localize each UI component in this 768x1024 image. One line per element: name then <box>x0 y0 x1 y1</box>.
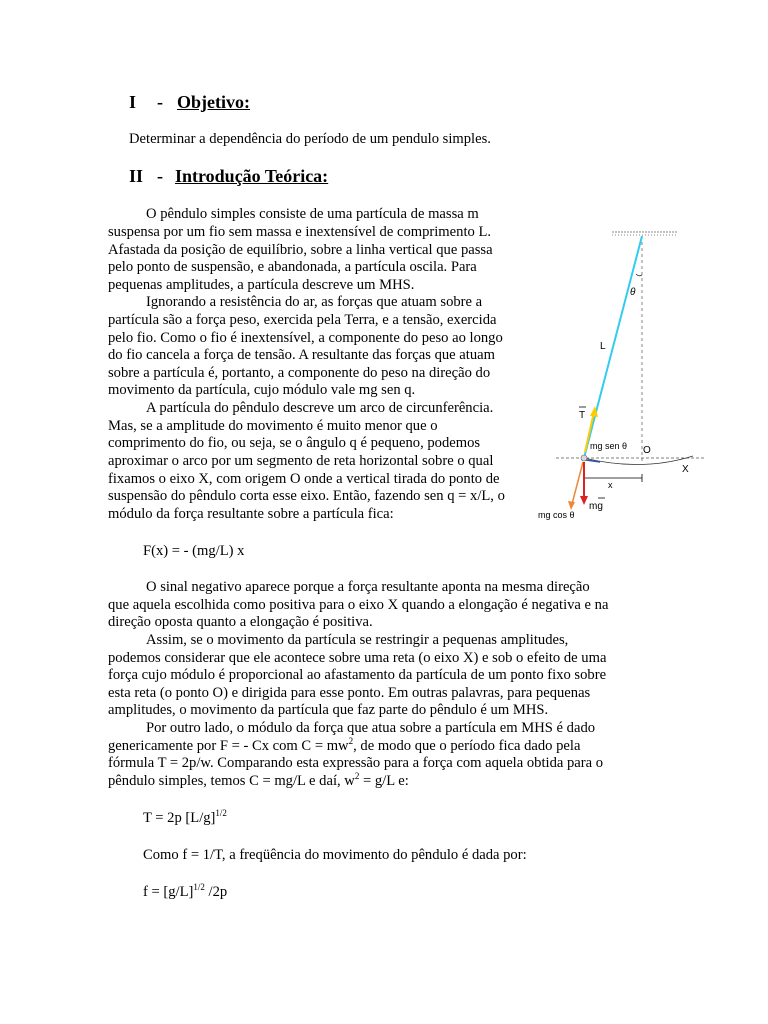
section-number: I <box>129 92 137 112</box>
formula-force: F(x) = - (mg/L) x <box>143 543 245 559</box>
length-label: L <box>600 341 606 352</box>
paragraph-line: Mas, se a amplitude do movimento é muito menor que o <box>108 418 438 434</box>
paragraph-line: aproximar o arco por um segmento de reta horizontal sobre o qual <box>108 453 494 469</box>
mg-cos-label: mg cos θ <box>538 510 575 520</box>
superscript: 2 <box>348 736 354 746</box>
pendulum-diagram <box>528 222 712 524</box>
section-heading-objetivo <box>129 92 250 113</box>
paragraph-line: A partícula do pêndulo descreve um arco de circunferência. <box>146 400 494 416</box>
formula-base: f = [g/L] <box>143 884 194 900</box>
paragraph-line: fixamos o eixo X, com origem O onde a vertical tirada do ponto de <box>108 471 500 487</box>
paragraph-line: pequenas amplitudes, a partícula descreve um MHS. <box>108 277 415 293</box>
superscript: 1/2 <box>193 882 205 892</box>
paragraph-line: que aquela escolhida como positiva para o eixo X quando a elongação é negativa e na <box>108 597 609 613</box>
paragraph-line: módulo da força resultante sobre a partícula fica: <box>108 506 394 522</box>
x-axis-label: X <box>682 464 689 475</box>
origin-label: O <box>643 445 651 456</box>
paragraph-line: suspensão do pêndulo corta esse eixo. Então, fazendo sen q = x/L, o <box>108 488 505 504</box>
paragraph-line: Ignorando a resistência do ar, as forças que atuam sobre a <box>146 294 483 310</box>
section-dash: - <box>157 166 163 186</box>
objective-text: Determinar a dependência do período de um pendulo simples. <box>129 131 491 147</box>
formula-base: T = 2p [L/g] <box>143 810 216 826</box>
paragraph-line: sobre a partícula é, portanto, a componente do peso na direção do <box>108 365 491 381</box>
restoring-force-arrow <box>586 460 600 462</box>
text-run: pêndulo simples, temos C = mg/L e daí, w <box>108 773 355 789</box>
text-run: , de modo que o período fica dado pela <box>353 738 581 754</box>
section-heading-introducao <box>129 166 328 187</box>
formula-tail: /2p <box>204 884 228 900</box>
bob-arc <box>584 456 693 465</box>
paragraph-line: Como f = 1/T, a freqüência do movimento do pêndulo é dada por: <box>143 847 527 863</box>
formula-frequency <box>143 884 227 902</box>
ceiling-support <box>612 232 678 235</box>
paragraph-line: direção oposta quanto a elongação é positiva. <box>108 614 373 630</box>
text-run: = g/L e: <box>359 773 409 789</box>
paragraph-line: movimento da partícula, cujo módulo vale mg sen q. <box>108 382 416 398</box>
theta-label: θ <box>630 287 636 298</box>
tension-label: T <box>579 410 586 421</box>
formula-period <box>143 810 227 828</box>
section-title: Objetivo: <box>177 92 250 112</box>
section-dash: - <box>157 92 163 112</box>
paragraph-line: O sinal negativo aparece porque a força resultante aponta na mesma direção <box>146 579 590 595</box>
paragraph-line: amplitudes, o movimento da partícula que faz parte do pêndulo é um MHS. <box>108 702 549 718</box>
paragraph-line: partícula são a força peso, exercida pela Terra, e a tensão, exercida <box>108 312 497 328</box>
paragraph-line <box>108 738 580 756</box>
paragraph-line: Afastada da posição de equilíbrio, sobre a linha vertical que passa <box>108 242 493 258</box>
paragraph-line <box>108 773 409 791</box>
paragraph-line: pelo fio. Como o fio é inextensível, a componente do peso ao longo <box>108 330 503 346</box>
paragraph-line: podemos considerar que ele acontece sobre uma reta (o eixo X) e sob o efeito de uma <box>108 650 607 666</box>
paragraph-line: do fio cancela a força de tensão. A resultante das forças que atuam <box>108 347 495 363</box>
section-title: Introdução Teórica: <box>175 166 329 186</box>
weight-label: mg <box>589 501 603 512</box>
theta-arc <box>636 274 642 276</box>
paragraph-line: O pêndulo simples consiste de uma partícula de massa m <box>146 206 479 222</box>
superscript: 2 <box>354 771 360 781</box>
paragraph-line: fórmula T = 2p/w. Comparando esta expressão para a força com aquela obtida para o <box>108 755 604 771</box>
text-run: genericamente por F = - Cx com C = mw <box>108 738 349 754</box>
paragraph-line: pelo ponto de suspensão, e abandonada, a partícula oscila. Para <box>108 259 477 275</box>
normal-component-arrowhead <box>568 501 575 510</box>
paragraph-line: comprimento do fio, ou seja, se o ângulo q é pequeno, podemos <box>108 435 481 451</box>
superscript: 1/2 <box>215 808 227 818</box>
section-number: II <box>129 166 144 186</box>
pendulum-bob <box>581 455 587 461</box>
paragraph-line: força cujo módulo é proporcional ao afastamento da partícula de um ponto fixo sobre <box>108 667 607 683</box>
pendulum-string <box>584 236 642 458</box>
paragraph-line: Por outro lado, o módulo da força que atua sobre a partícula em MHS é dado <box>146 720 596 736</box>
mg-sen-label: mg sen θ <box>590 441 628 451</box>
paragraph-line: esta reta (o ponto O) e dirigida para esse ponto. Em outras palavras, para pequenas <box>108 685 591 701</box>
weight-arrowhead <box>580 496 588 505</box>
paragraph-line: Assim, se o movimento da partícula se restringir a pequenas amplitudes, <box>146 632 569 648</box>
displacement-label: x <box>608 480 613 490</box>
paragraph-line: suspensa por um fio sem massa e inextensível de comprimento L. <box>108 224 492 240</box>
